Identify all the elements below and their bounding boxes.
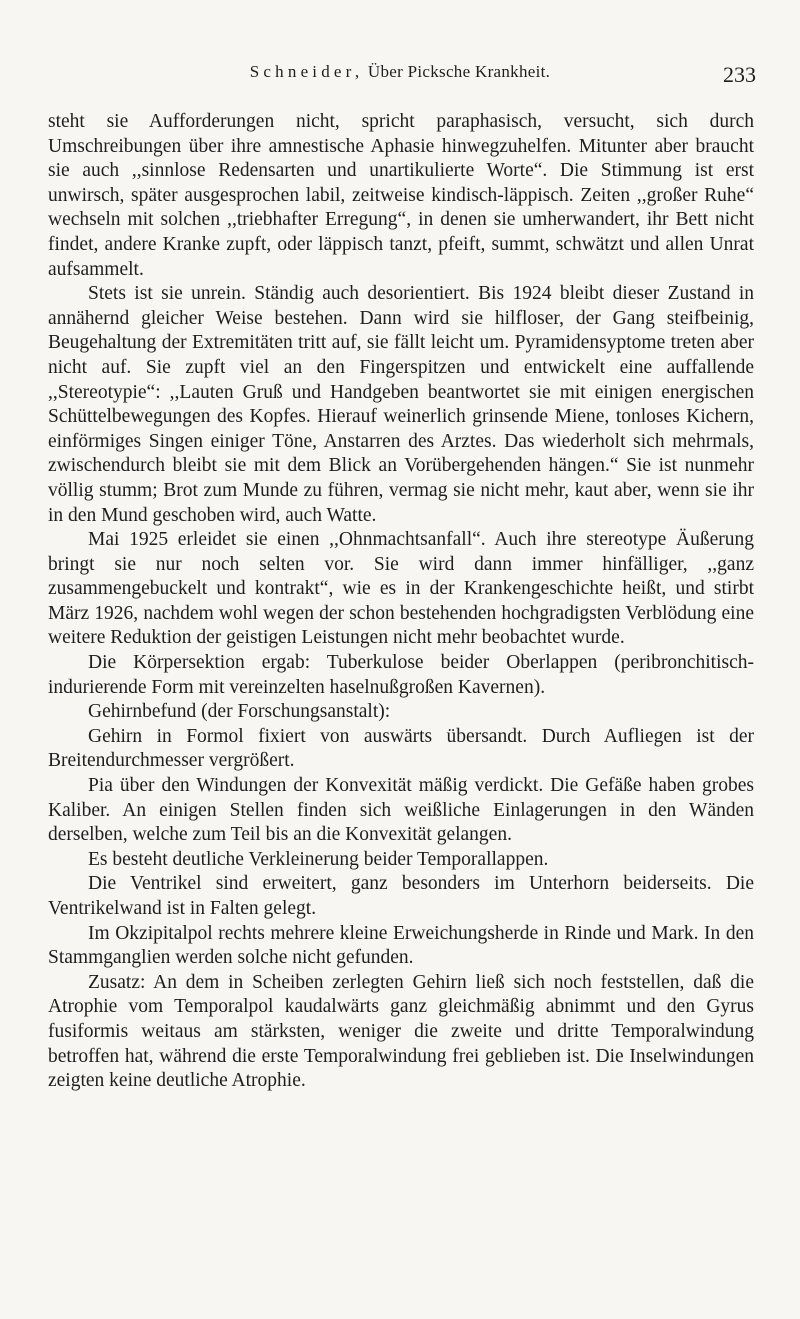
paragraph: Im Okzipitalpol rechts mehrere kleine Erweichungsherde in Rinde und Mark. In den Stammganglien werden solche nicht gefunden. bbox=[48, 922, 754, 969]
paragraph: steht sie Aufforderungen nicht, spricht paraphasisch, versucht, sich durch Umschreibungen über ihre amnestische Aphasie hinwegzuhelfen. Mitunter aber braucht sie auch ,,sinnlose Redensarten und unartikulierte Worte“. Die Stimmung ist erst unwirsch, später ausgesprochen labil, zeitweise kindisch-läppisch. Zeiten ,,großer Ruhe“ wechseln mit solchen ,,triebhafter Erregung“, in denen sie umherwandert, ihr Bett nicht findet, andere Kranke zupft, oder läppisch tanzt, pfeift, summt, schwätzt und allen Unrat aufsammelt. bbox=[48, 111, 754, 280]
paragraph: Die Ventrikel sind erweitert, ganz besonders im Unterhorn beiderseits. Die Ventrikelwand ist in Falten gelegt. bbox=[48, 873, 754, 919]
article-title: Über Picksche Krankheit. bbox=[367, 62, 551, 81]
paragraph: Die Körpersektion ergab: Tuberkulose beider Oberlappen (peribronchitisch-indurierende Form mit vereinzelten haselnußgroßen Kavernen). bbox=[48, 652, 754, 698]
running-title bbox=[40, 62, 760, 82]
paragraph: Pia über den Windungen der Konvexität mäßig verdickt. Die Gefäße haben grobes Kaliber. An einigen Stellen finden sich weißliche Einlagerungen in den Wänden derselben, welche zum Teil bis an die Konvexität gelangen. bbox=[48, 775, 754, 846]
paragraph: Mai 1925 erleidet sie einen ,,Ohnmachtsanfall“. Auch ihre stereotype Äußerung bringt sie nur noch selten vor. Sie wird dann immer hinfälliger, ,,ganz zusammengebuckelt und kontrakt“, wie es in der Krankengeschichte heißt, und stirbt März 1926, nachdem wohl wegen der schon bestehenden hochgradigsten Verblödung eine weitere Reduktion der geistigen Leistungen nicht mehr beobachtet wurde. bbox=[48, 529, 754, 649]
body-text bbox=[48, 110, 754, 1094]
paragraph: Gehirnbefund (der Forschungsanstalt): bbox=[88, 701, 391, 723]
running-head bbox=[40, 58, 760, 90]
paragraph: Zusatz: An dem in Scheiben zerlegten Gehirn ließ sich noch feststellen, daß die Atrophie vom Temporalpol kaudalwärts ganz gleichmäßig abnimmt und den Gyrus fusiformis weitaus am stärksten, weniger die zweite und dritte Temporalwindung betroffen hat, während die erste Temporalwindung frei geblieben ist. Die Inselwindungen zeigten keine deutliche Atrophie. bbox=[48, 971, 754, 1092]
paragraph: Es besteht deutliche Verkleinerung beider Temporallappen. bbox=[88, 848, 549, 870]
paragraph: Gehirn in Formol fixiert von auswärts übersandt. Durch Aufliegen ist der Breitendurchmesser vergrößert. bbox=[48, 725, 754, 772]
page-number: 233 bbox=[723, 62, 756, 87]
author-name: Schneider, bbox=[249, 62, 364, 81]
paragraph: Stets ist sie unrein. Ständig auch desorientiert. Bis 1924 bleibt dieser Zustand in annähernd gleicher Weise bestehen. Dann wird sie hilfloser, der Gang steifbeinig, Beugehaltung der Extremitäten tritt auf, sie fällt leicht um. Pyramidensyptome treten aber nicht auf. Sie zupft viel an den Fingerspitzen und entwickelt eine auffallende ,,Stereotypie“: ,,Lauten Gruß und Handgeben beantwortet sie mit einigen energischen Schüttelbewegungen des Kopfes. Hierauf weinerlich grinsende Miene, tonloses Kichern, einförmiges Singen einiger Töne, Anstarren des Arztes. Das wiederholt sich mehrmals, zwischendurch bleibt sie mit dem Blick an Vorübergehenden hängen.“ Sie ist nunmehr völlig stumm; Brot zum Munde zu führen, vermag sie nicht mehr, kaut aber, wenn sie ihr in den Mund geschoben wird, auch Watte. bbox=[48, 283, 754, 526]
